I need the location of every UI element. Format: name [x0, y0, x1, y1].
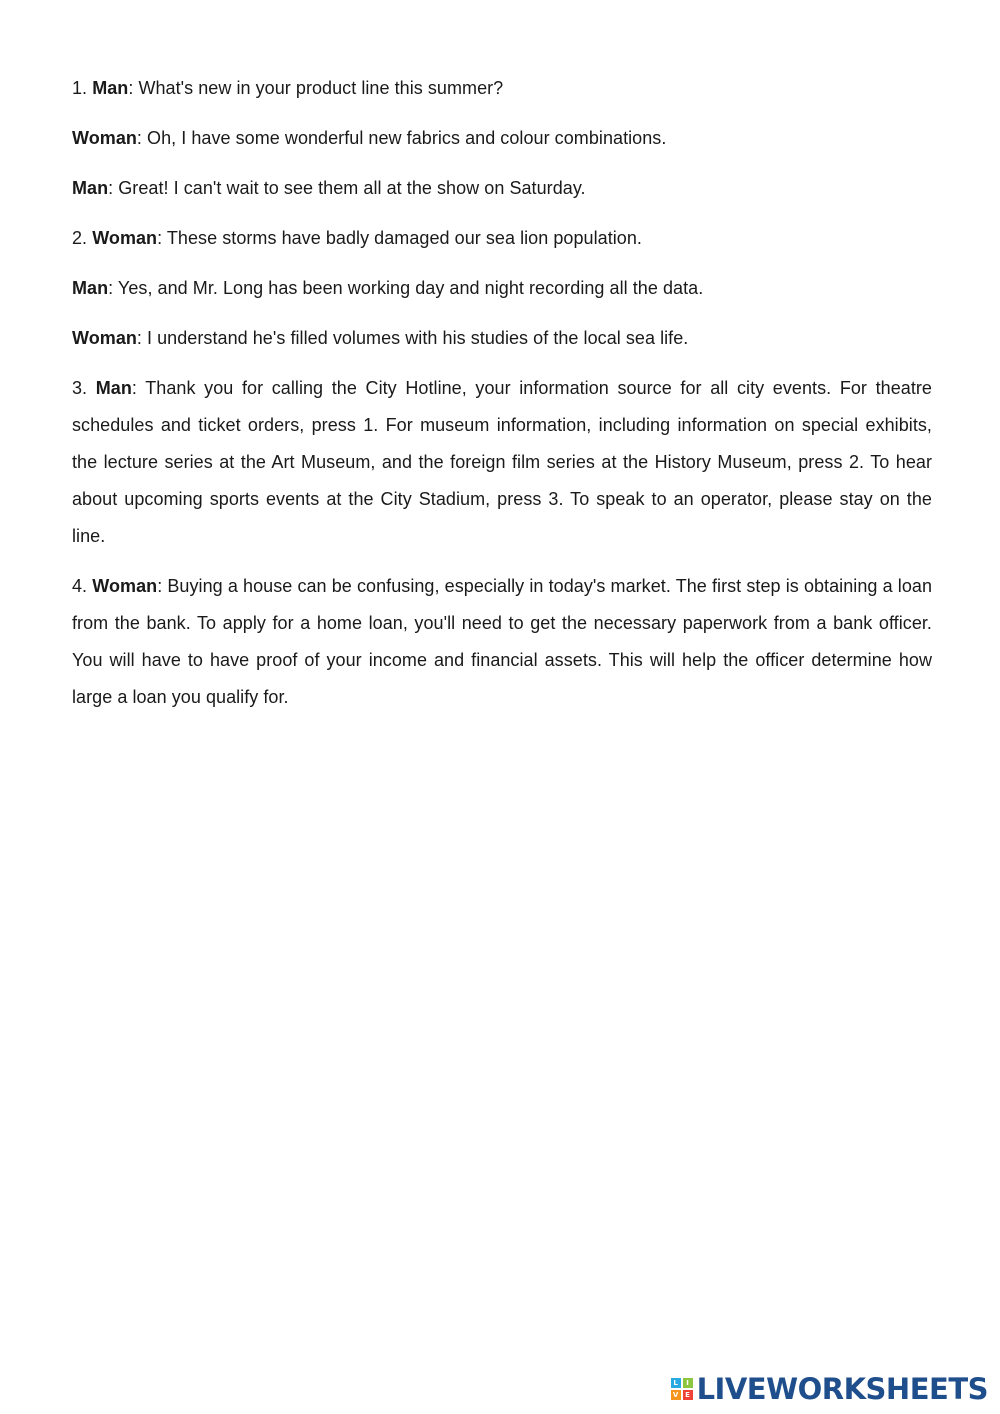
speaker-name: Man: [72, 278, 109, 298]
logo-letter: V: [671, 1390, 681, 1400]
dialogue-text: : Great! I can't wait to see them all at the show on Saturday.: [108, 178, 586, 198]
dialogue-line: [72, 120, 932, 157]
dialogue-line: [72, 170, 932, 207]
dialogue-line: [72, 320, 932, 357]
speaker-name: Man: [92, 78, 129, 98]
liveworksheets-logo-icon: [671, 1378, 693, 1400]
item-number: 2.: [72, 228, 88, 248]
dialogue-text: : Yes, and Mr. Long has been working day and night recording all the data.: [108, 278, 704, 298]
logo-letter: I: [683, 1378, 693, 1388]
speaker-name: Man: [72, 178, 109, 198]
dialogue-text: : What's new in your product line this summer?: [128, 78, 504, 98]
dialogue-text: : Buying a house can be confusing, especially in today's market. The first step is obtaining a loan from the bank. To apply for a home loan, you'll need to get the necessary paperwork from a bank officer. You will have to have proof of your income and financial assets. This will help the officer determine how large a loan you qualify for.: [72, 576, 933, 707]
brand-name: LIVEWORKSHEETS: [696, 1372, 988, 1406]
dialogue-text: : These storms have badly damaged our sea lion population.: [157, 228, 642, 248]
speaker-name: Man: [95, 378, 132, 398]
logo-letter: L: [671, 1378, 681, 1388]
item-number: 3.: [72, 378, 88, 398]
logo-letter: E: [683, 1390, 693, 1400]
item-number: 4.: [72, 576, 88, 596]
dialogue-line: [72, 270, 932, 307]
dialogue-text: : I understand he's filled volumes with his studies of the local sea life.: [136, 328, 689, 348]
dialogue-line: [72, 568, 932, 716]
dialogue-text: : Thank you for calling the City Hotline, your information source for all city events. For theatre schedules and ticket orders, press 1. For museum information, including information on special exhibits, the lecture series at the Art Museum, and the foreign film series at the History Museum, press 2. To hear about upcoming sports events at the City Stadium, press 3. To speak to an operator, please stay on the line.: [72, 378, 932, 546]
speaker-name: Woman: [72, 328, 137, 348]
speaker-name: Woman: [72, 128, 137, 148]
dialogue-line: [72, 70, 932, 107]
dialogue-line: [72, 220, 932, 257]
liveworksheets-logo[interactable]: [671, 1372, 988, 1406]
dialogue-line: [72, 370, 932, 555]
item-number: 1.: [72, 78, 88, 98]
speaker-name: Woman: [92, 228, 158, 248]
dialogue-text: : Oh, I have some wonderful new fabrics and colour combinations.: [136, 128, 667, 148]
speaker-name: Woman: [92, 576, 158, 596]
transcript: [72, 70, 932, 729]
